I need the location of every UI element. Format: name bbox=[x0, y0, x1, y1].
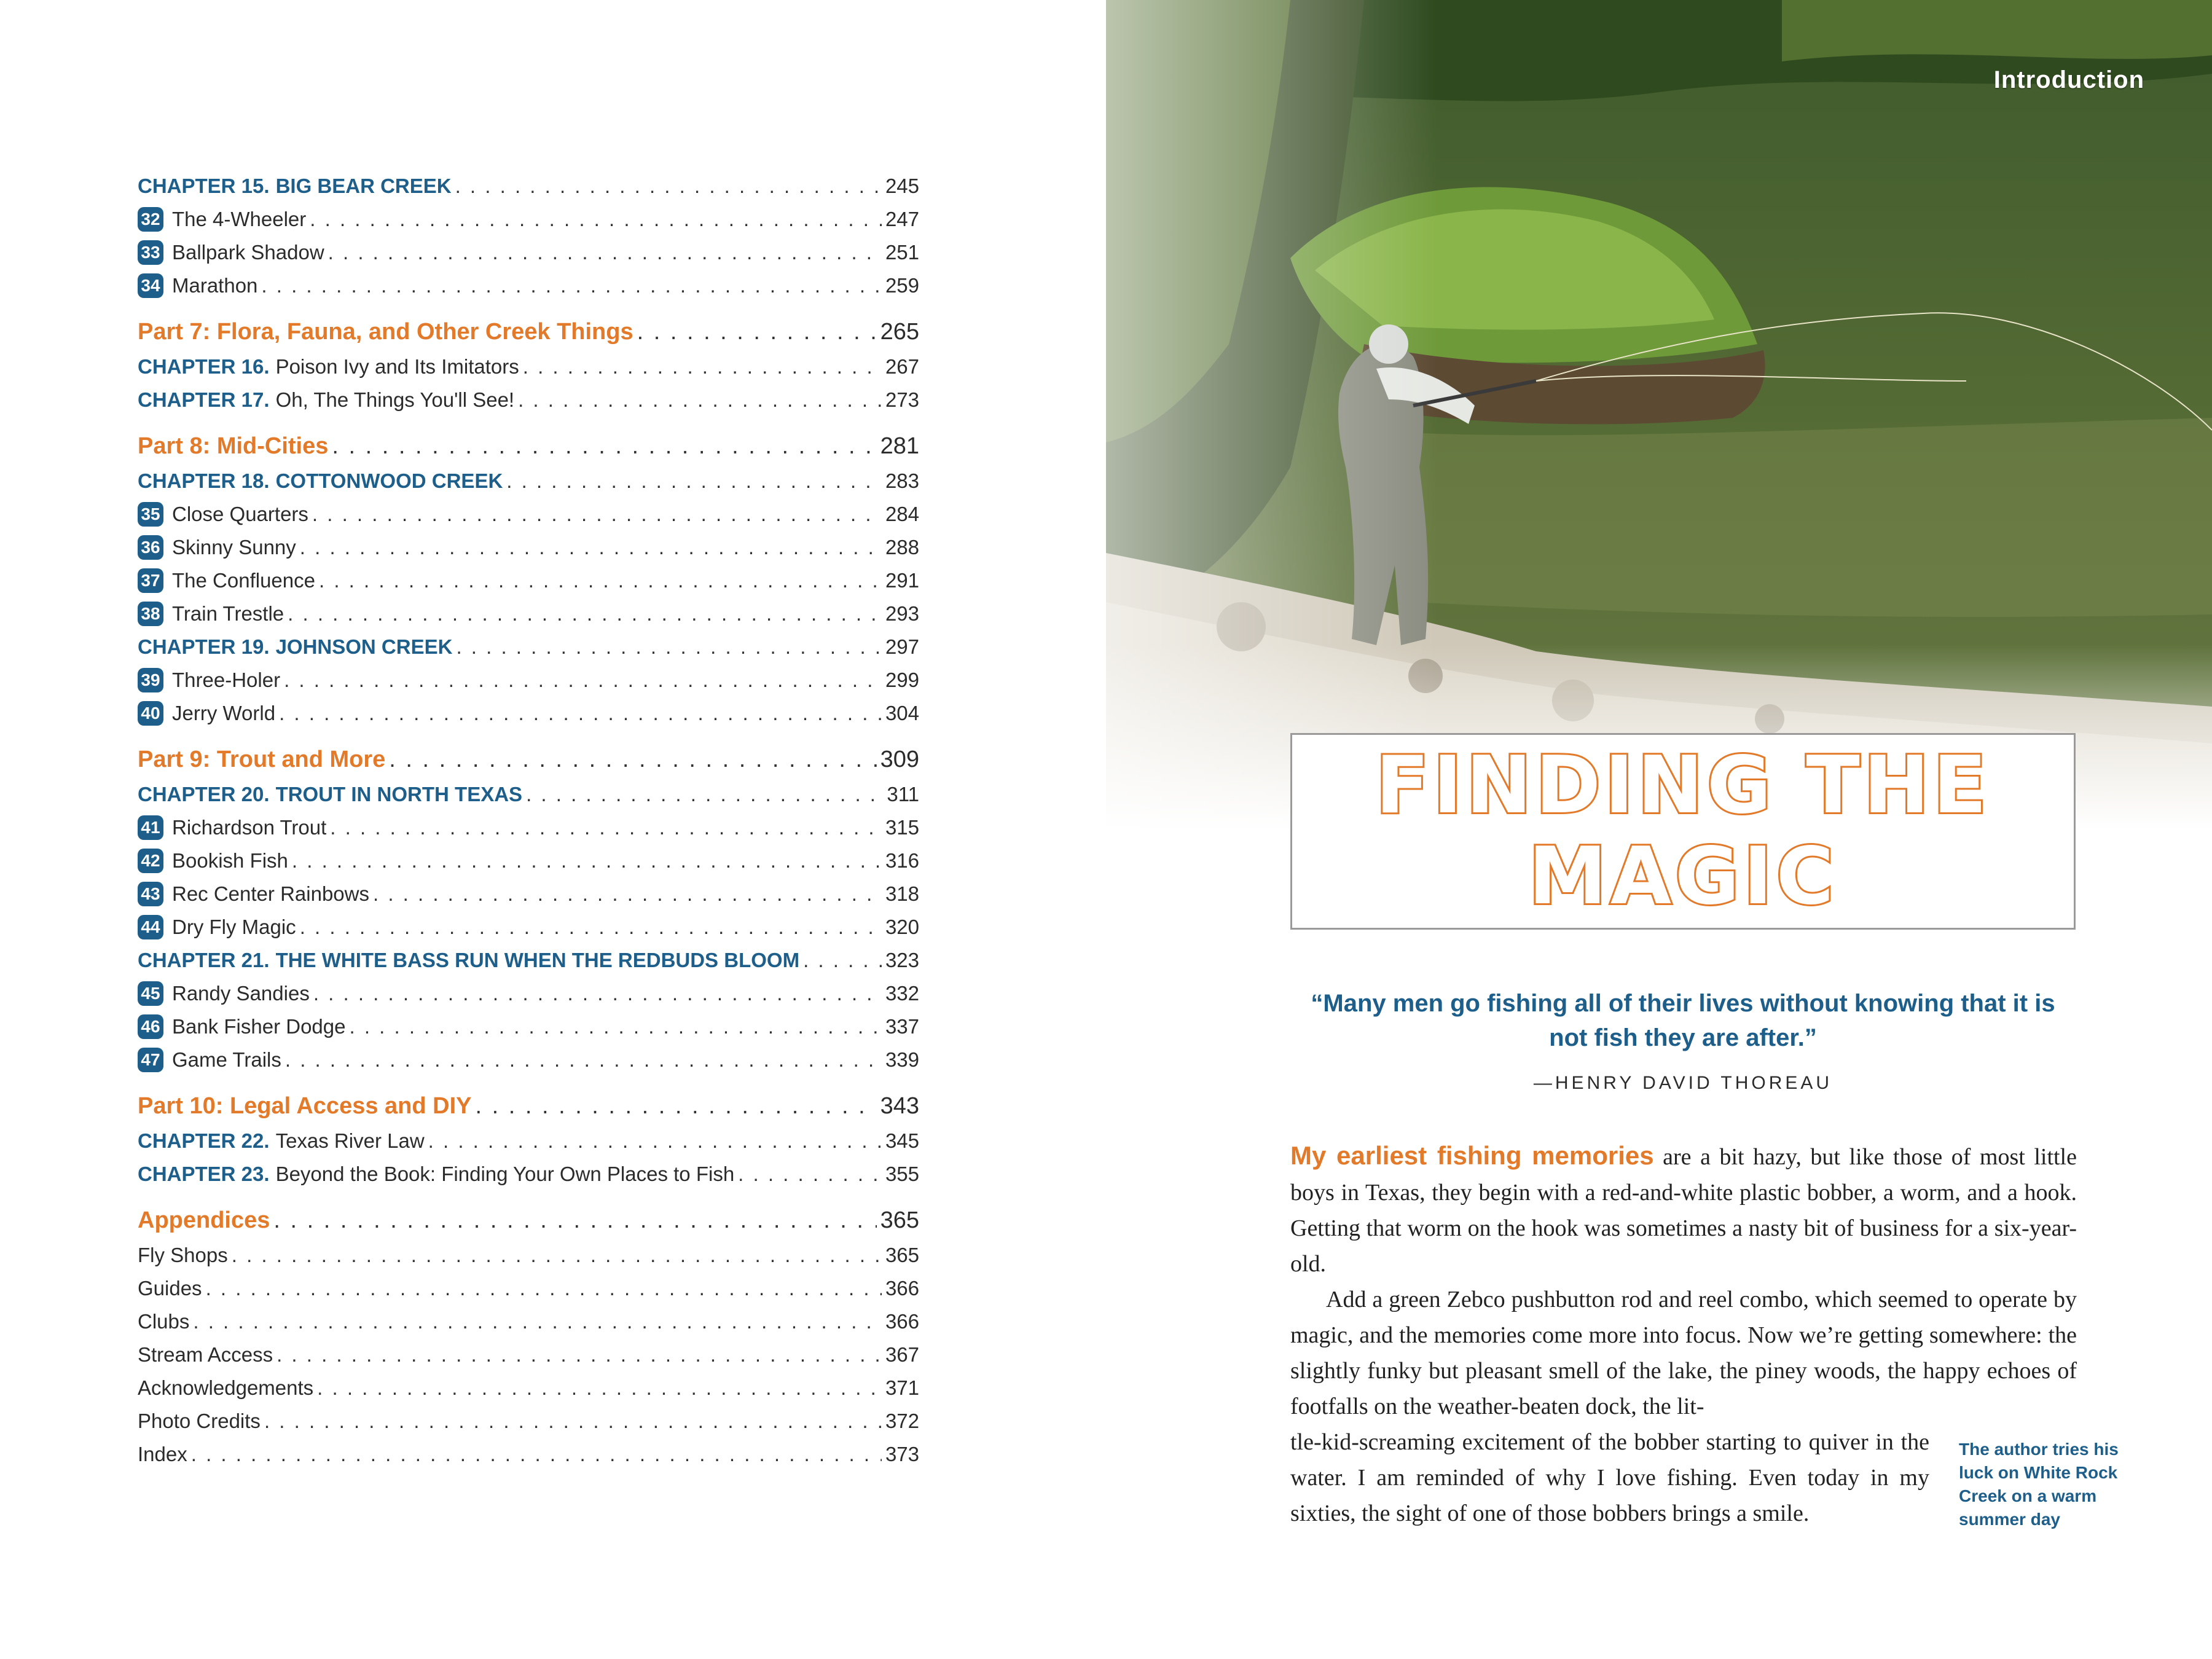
toc-chapter-label: CHAPTER 21. bbox=[138, 949, 270, 971]
toc-chapter-title: Beyond the Book: Finding Your Own Places to Fish bbox=[275, 1163, 735, 1185]
toc-row bbox=[138, 778, 919, 811]
dot-leader bbox=[261, 269, 882, 302]
toc-page-number: 247 bbox=[885, 208, 919, 230]
toc-page-number: 259 bbox=[885, 274, 919, 297]
spot-number-badge: 34 bbox=[138, 273, 163, 298]
dot-leader bbox=[300, 531, 882, 564]
toc-page-number: 273 bbox=[885, 388, 919, 411]
toc-spot-title: Randy Sandies bbox=[172, 982, 310, 1005]
toc-entry bbox=[138, 313, 633, 350]
toc-row bbox=[138, 170, 919, 203]
toc-page-number: 291 bbox=[885, 569, 919, 592]
toc-entry bbox=[138, 778, 522, 811]
toc-row bbox=[138, 313, 919, 350]
toc-chapter-title: THE WHITE BASS RUN WHEN THE REDBUDS BLOOM bbox=[275, 949, 800, 971]
dot-leader bbox=[637, 313, 877, 350]
toc-chapter-label: CHAPTER 20. bbox=[138, 783, 270, 806]
toc-entry bbox=[138, 203, 306, 236]
toc-page-number: 309 bbox=[880, 747, 919, 772]
dot-leader bbox=[284, 664, 882, 697]
spot-number-badge: 32 bbox=[138, 207, 163, 232]
toc-entry bbox=[138, 1438, 187, 1471]
spot-number-badge: 33 bbox=[138, 240, 163, 265]
dot-leader bbox=[288, 597, 882, 630]
toc-row bbox=[138, 564, 919, 597]
toc-entry bbox=[138, 741, 385, 778]
dot-leader bbox=[317, 1371, 882, 1405]
toc-row bbox=[138, 911, 919, 944]
dot-leader bbox=[332, 428, 876, 465]
toc-entry bbox=[138, 1043, 281, 1077]
spot-number-badge: 41 bbox=[138, 815, 163, 840]
dot-leader bbox=[312, 498, 882, 531]
toc-row bbox=[138, 383, 919, 417]
toc-row bbox=[138, 498, 919, 531]
toc-spot-title: Marathon bbox=[172, 274, 258, 297]
toc-row bbox=[138, 1043, 919, 1077]
toc-entry bbox=[138, 1010, 345, 1043]
toc-row bbox=[138, 1338, 919, 1371]
toc-row bbox=[138, 664, 919, 697]
dot-leader bbox=[456, 630, 881, 664]
dot-leader bbox=[232, 1239, 882, 1272]
dot-leader bbox=[273, 1202, 876, 1239]
toc-entry bbox=[138, 350, 519, 383]
toc-entry bbox=[138, 630, 452, 664]
toc-page-number: 355 bbox=[885, 1163, 919, 1185]
toc-row bbox=[138, 1438, 919, 1471]
toc-spot-title: Close Quarters bbox=[172, 503, 308, 525]
toc-spot-title: Bookish Fish bbox=[172, 849, 288, 872]
dot-leader bbox=[349, 1010, 881, 1043]
toc-row bbox=[138, 1202, 919, 1239]
toc-appendix-title: Fly Shops bbox=[138, 1244, 228, 1266]
spot-number-badge: 43 bbox=[138, 882, 163, 906]
dot-leader bbox=[276, 1338, 882, 1371]
toc-row bbox=[138, 1088, 919, 1124]
toc-row bbox=[138, 1371, 919, 1405]
spot-number-badge: 46 bbox=[138, 1014, 163, 1039]
toc-entry bbox=[138, 1371, 313, 1405]
toc-row bbox=[138, 350, 919, 383]
toc-chapter-label: CHAPTER 22. bbox=[138, 1129, 270, 1152]
toc-page-number: 371 bbox=[885, 1376, 919, 1399]
toc-page-number: 297 bbox=[885, 635, 919, 658]
toc-row bbox=[138, 944, 919, 977]
dot-leader bbox=[523, 350, 882, 383]
toc-page-number: 267 bbox=[885, 355, 919, 378]
section-label: Introduction bbox=[1993, 66, 2144, 93]
toc-entry bbox=[138, 877, 369, 911]
spot-number-badge: 38 bbox=[138, 602, 163, 626]
toc-spot-title: Skinny Sunny bbox=[172, 536, 296, 559]
toc-part-title: Part 7: Flora, Fauna, and Other Creek Things bbox=[138, 319, 633, 345]
toc-row bbox=[138, 877, 919, 911]
dot-leader bbox=[279, 697, 882, 730]
toc-page-number: 339 bbox=[885, 1048, 919, 1071]
spot-number-badge: 36 bbox=[138, 535, 163, 560]
toc-entry bbox=[138, 1158, 734, 1191]
toc-appendix-title: Acknowledgements bbox=[138, 1376, 314, 1399]
toc-part-title: Appendices bbox=[138, 1207, 270, 1233]
dot-leader bbox=[191, 1438, 882, 1471]
paragraph-1-text: are a bit hazy, but like those of most little boys in Texas, they begin with a red-and-white plastic bobber, a worm, and a hook. Getting that worm on the hook was sometimes a nasty bit of business for a six-year-old. bbox=[1290, 1144, 2077, 1277]
fly-fishing-photo bbox=[1106, 0, 2212, 830]
spot-number-badge: 45 bbox=[138, 981, 163, 1006]
dot-leader bbox=[264, 1405, 882, 1438]
toc-row bbox=[138, 531, 919, 564]
paragraph-1 bbox=[1290, 1138, 2077, 1282]
toc-page-number: 288 bbox=[885, 536, 919, 559]
toc-entry bbox=[138, 170, 452, 203]
toc-row bbox=[138, 1305, 919, 1338]
toc-chapter-label: CHAPTER 15. bbox=[138, 175, 270, 197]
toc-entry bbox=[138, 1305, 189, 1338]
toc-appendix-title: Photo Credits bbox=[138, 1410, 261, 1432]
toc-chapter-label: CHAPTER 18. bbox=[138, 469, 270, 492]
toc-chapter-title: COTTONWOOD CREEK bbox=[275, 469, 503, 492]
dot-leader bbox=[518, 383, 882, 417]
toc-entry bbox=[138, 597, 284, 630]
toc-page-number: 293 bbox=[885, 602, 919, 625]
toc-page-number: 316 bbox=[885, 849, 919, 872]
toc-chapter-label: CHAPTER 16. bbox=[138, 355, 270, 378]
toc-row bbox=[138, 465, 919, 498]
spot-number-badge: 35 bbox=[138, 502, 163, 527]
toc-entry bbox=[138, 1239, 228, 1272]
spot-number-badge: 44 bbox=[138, 915, 163, 939]
toc-page-number: 281 bbox=[880, 433, 919, 459]
toc-row bbox=[138, 844, 919, 877]
toc-entry bbox=[138, 811, 326, 844]
toc-entry bbox=[138, 269, 257, 302]
toc-part-title: Part 9: Trout and More bbox=[138, 747, 386, 772]
toc-entry bbox=[138, 383, 514, 417]
toc-entry bbox=[138, 531, 296, 564]
toc-page-number: 366 bbox=[885, 1310, 919, 1333]
toc-page-number: 315 bbox=[885, 816, 919, 839]
photo-caption: The author tries his luck on White Rock Creek on a warm summer day bbox=[1959, 1440, 2119, 1529]
toc-entry bbox=[138, 1202, 270, 1239]
toc-page-number: 373 bbox=[885, 1443, 919, 1465]
toc-chapter-title: BIG BEAR CREEK bbox=[275, 175, 452, 197]
spot-number-badge: 47 bbox=[138, 1048, 163, 1072]
toc-appendix-title: Index bbox=[138, 1443, 187, 1465]
dot-leader bbox=[389, 741, 876, 778]
toc-row bbox=[138, 1272, 919, 1305]
dot-leader bbox=[373, 877, 882, 911]
toc-entry bbox=[138, 697, 275, 730]
chapter-title-line-2: MAGIC bbox=[1528, 831, 1838, 922]
toc-page-number: 372 bbox=[885, 1410, 919, 1432]
toc-spot-title: The 4-Wheeler bbox=[172, 208, 307, 230]
toc-chapter-label: CHAPTER 17. bbox=[138, 388, 270, 411]
toc-chapter-title: Oh, The Things You'll See! bbox=[275, 388, 515, 411]
toc-row bbox=[138, 630, 919, 664]
toc-spot-title: Jerry World bbox=[172, 702, 276, 724]
toc-entry bbox=[138, 1272, 202, 1305]
toc-chapter-label: CHAPTER 19. bbox=[138, 635, 270, 658]
dot-leader bbox=[292, 844, 882, 877]
dot-leader bbox=[310, 203, 882, 236]
toc-page-number: 320 bbox=[885, 916, 919, 938]
toc-page-number: 365 bbox=[880, 1207, 919, 1233]
dot-leader bbox=[313, 977, 882, 1010]
dot-leader bbox=[206, 1272, 882, 1305]
toc-entry bbox=[138, 428, 328, 465]
toc-part-title: Part 8: Mid-Cities bbox=[138, 433, 329, 459]
toc-spot-title: Dry Fly Magic bbox=[172, 916, 296, 938]
toc-page-number: 245 bbox=[885, 175, 919, 197]
toc-chapter-label: CHAPTER 23. bbox=[138, 1163, 270, 1185]
dot-leader bbox=[476, 1088, 877, 1124]
toc-row bbox=[138, 977, 919, 1010]
toc-page-number: 283 bbox=[885, 469, 919, 492]
dot-leader bbox=[319, 564, 882, 597]
toc-row bbox=[138, 1124, 919, 1158]
toc-entry bbox=[138, 844, 288, 877]
toc-spot-title: Three-Holer bbox=[172, 669, 281, 691]
toc-row bbox=[138, 269, 919, 302]
toc-appendix-title: Clubs bbox=[138, 1310, 190, 1333]
chapter-title-line-1: FINDING THE bbox=[1375, 740, 1991, 831]
toc-row bbox=[138, 1239, 919, 1272]
toc-row bbox=[138, 1010, 919, 1043]
dot-leader bbox=[506, 465, 882, 498]
toc-entry bbox=[138, 465, 503, 498]
toc-entry bbox=[138, 236, 324, 269]
toc-page-number: 284 bbox=[885, 503, 919, 525]
dot-leader bbox=[455, 170, 882, 203]
toc-part-title: Part 10: Legal Access and DIY bbox=[138, 1093, 472, 1119]
toc-page-number: 366 bbox=[885, 1277, 919, 1300]
epigraph-author: —HENRY DAVID THOREAU bbox=[1533, 1073, 1833, 1093]
toc-chapter-title: Poison Ivy and Its Imitators bbox=[275, 355, 519, 378]
toc-row bbox=[138, 236, 919, 269]
toc-appendix-title: Guides bbox=[138, 1277, 202, 1300]
toc-entry bbox=[138, 1088, 472, 1124]
toc-row bbox=[138, 1158, 919, 1191]
dot-leader bbox=[285, 1043, 882, 1077]
toc-entry bbox=[138, 944, 799, 977]
toc-page-number: 304 bbox=[885, 702, 919, 724]
dot-leader bbox=[330, 811, 882, 844]
toc-entry bbox=[138, 1124, 425, 1158]
paragraph-2-continued: tle-kid-screaming excitement of the bobber starting to quiver in the water. I am reminded of why I love fishing. Even today in my sixties, the sight of one of those bobbers brings a smile. bbox=[1290, 1429, 1929, 1526]
toc-row bbox=[138, 697, 919, 730]
table-of-contents bbox=[138, 170, 919, 1471]
spot-number-badge: 42 bbox=[138, 849, 163, 873]
toc-page-number: 337 bbox=[885, 1015, 919, 1038]
toc-page-number: 345 bbox=[885, 1129, 919, 1152]
toc-page-number: 343 bbox=[880, 1093, 919, 1119]
toc-page-number: 367 bbox=[885, 1343, 919, 1366]
spot-number-badge: 37 bbox=[138, 568, 163, 593]
toc-chapter-title: JOHNSON CREEK bbox=[275, 635, 453, 658]
toc-entry bbox=[138, 911, 296, 944]
toc-spot-title: Rec Center Rainbows bbox=[172, 882, 369, 905]
toc-row bbox=[138, 203, 919, 236]
toc-entry bbox=[138, 564, 315, 597]
dot-leader bbox=[428, 1124, 882, 1158]
toc-page-number: 299 bbox=[885, 669, 919, 691]
toc-appendix-title: Stream Access bbox=[138, 1343, 273, 1366]
toc-chapter-title: Texas River Law bbox=[275, 1129, 425, 1152]
toc-row bbox=[138, 428, 919, 465]
toc-spot-title: The Confluence bbox=[172, 569, 315, 592]
toc-row bbox=[138, 1405, 919, 1438]
toc-spot-title: Game Trails bbox=[172, 1048, 281, 1071]
paragraph-2: Add a green Zebco pushbutton rod and reel combo, which seemed to operate by magic, and the memories come more into focus. Now we’re getting somewhere: the slightly funky but pleasant smell of the lake, the piney woods, the happy echoes of footfalls on the weather-beaten dock, the lit- bbox=[1290, 1287, 2077, 1419]
epigraph-quote: “Many men go fishing all of their lives without knowing that it is not fish they are after.” bbox=[1311, 990, 2055, 1051]
toc-page-number: 251 bbox=[885, 241, 919, 264]
toc-spot-title: Train Trestle bbox=[172, 602, 284, 625]
lead-in: My earliest fishing memories bbox=[1290, 1141, 1654, 1170]
toc-chapter-title: TROUT IN NORTH TEXAS bbox=[275, 783, 523, 806]
spot-number-badge: 39 bbox=[138, 668, 163, 692]
dot-leader bbox=[738, 1158, 882, 1191]
toc-spot-title: Bank Fisher Dodge bbox=[172, 1015, 346, 1038]
toc-entry bbox=[138, 1405, 261, 1438]
dot-leader bbox=[193, 1305, 882, 1338]
toc-row bbox=[138, 597, 919, 630]
toc-page-number: 311 bbox=[887, 783, 919, 806]
toc-entry bbox=[138, 664, 280, 697]
dot-leader bbox=[803, 944, 882, 977]
toc-row bbox=[138, 741, 919, 778]
toc-page-number: 318 bbox=[885, 882, 919, 905]
dot-leader bbox=[328, 236, 882, 269]
spot-number-badge: 40 bbox=[138, 701, 163, 726]
dot-leader bbox=[300, 911, 882, 944]
toc-page-number: 323 bbox=[885, 949, 919, 971]
dot-leader bbox=[526, 778, 883, 811]
toc-entry bbox=[138, 1338, 273, 1371]
toc-entry bbox=[138, 977, 310, 1010]
toc-page-number: 365 bbox=[885, 1244, 919, 1266]
toc-entry bbox=[138, 498, 308, 531]
toc-spot-title: Ballpark Shadow bbox=[172, 241, 324, 264]
toc-page-number: 265 bbox=[880, 319, 919, 345]
toc-row bbox=[138, 811, 919, 844]
toc-page-number: 332 bbox=[885, 982, 919, 1005]
toc-spot-title: Richardson Trout bbox=[172, 816, 327, 839]
chapter-title-box bbox=[1290, 733, 2076, 930]
